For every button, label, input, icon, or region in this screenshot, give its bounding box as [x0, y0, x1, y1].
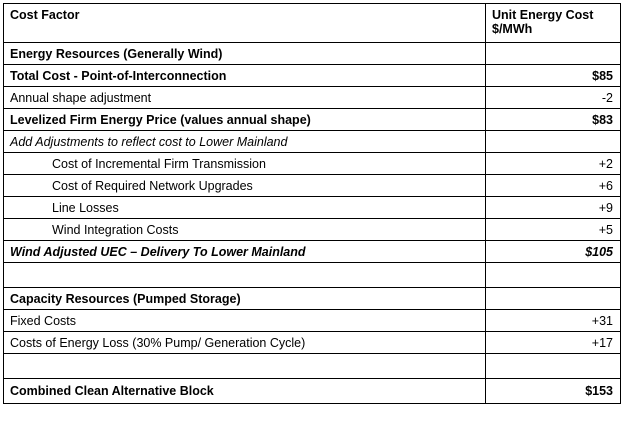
table-row	[4, 153, 621, 175]
row-label: Levelized Firm Energy Price (values annual shape)	[4, 109, 486, 131]
row-value: $83	[486, 109, 621, 131]
row-label: Energy Resources (Generally Wind)	[4, 43, 486, 65]
row-value	[486, 288, 621, 310]
row-value	[486, 354, 621, 379]
row-label: Capacity Resources (Pumped Storage)	[4, 288, 486, 310]
row-value: +17	[486, 332, 621, 354]
header-unit-energy-cost: Unit Energy Cost $/MWh	[486, 4, 621, 43]
row-value	[486, 43, 621, 65]
table-row	[4, 87, 621, 109]
row-label: Add Adjustments to reflect cost to Lower Mainland	[4, 131, 486, 153]
table-row	[4, 354, 621, 379]
row-value: +9	[486, 197, 621, 219]
row-value	[486, 131, 621, 153]
table-body	[4, 43, 621, 404]
row-label: Combined Clean Alternative Block	[4, 379, 486, 404]
row-label: Cost of Incremental Firm Transmission	[4, 153, 486, 175]
row-value: +2	[486, 153, 621, 175]
row-label	[4, 263, 486, 288]
row-value: +31	[486, 310, 621, 332]
table-row	[4, 332, 621, 354]
row-value: $153	[486, 379, 621, 404]
table-row	[4, 219, 621, 241]
row-value: $85	[486, 65, 621, 87]
table-row	[4, 288, 621, 310]
row-label: Costs of Energy Loss (30% Pump/ Generation Cycle)	[4, 332, 486, 354]
table-row	[4, 131, 621, 153]
row-label: Line Losses	[4, 197, 486, 219]
table-row	[4, 263, 621, 288]
table-row	[4, 109, 621, 131]
table-row	[4, 175, 621, 197]
row-label: Fixed Costs	[4, 310, 486, 332]
table-row	[4, 241, 621, 263]
row-value: -2	[486, 87, 621, 109]
row-label: Cost of Required Network Upgrades	[4, 175, 486, 197]
row-value: $105	[486, 241, 621, 263]
table-row	[4, 65, 621, 87]
row-value	[486, 263, 621, 288]
cost-factor-table	[3, 3, 621, 404]
row-label: Wind Adjusted UEC – Delivery To Lower Mainland	[4, 241, 486, 263]
header-cost-factor: Cost Factor	[4, 4, 486, 43]
row-label: Annual shape adjustment	[4, 87, 486, 109]
table-header-row	[4, 4, 621, 43]
table-row	[4, 197, 621, 219]
row-label: Total Cost - Point-of-Interconnection	[4, 65, 486, 87]
table-row	[4, 43, 621, 65]
row-value: +5	[486, 219, 621, 241]
row-label	[4, 354, 486, 379]
table-row	[4, 310, 621, 332]
table-row	[4, 379, 621, 404]
row-value: +6	[486, 175, 621, 197]
row-label: Wind Integration Costs	[4, 219, 486, 241]
